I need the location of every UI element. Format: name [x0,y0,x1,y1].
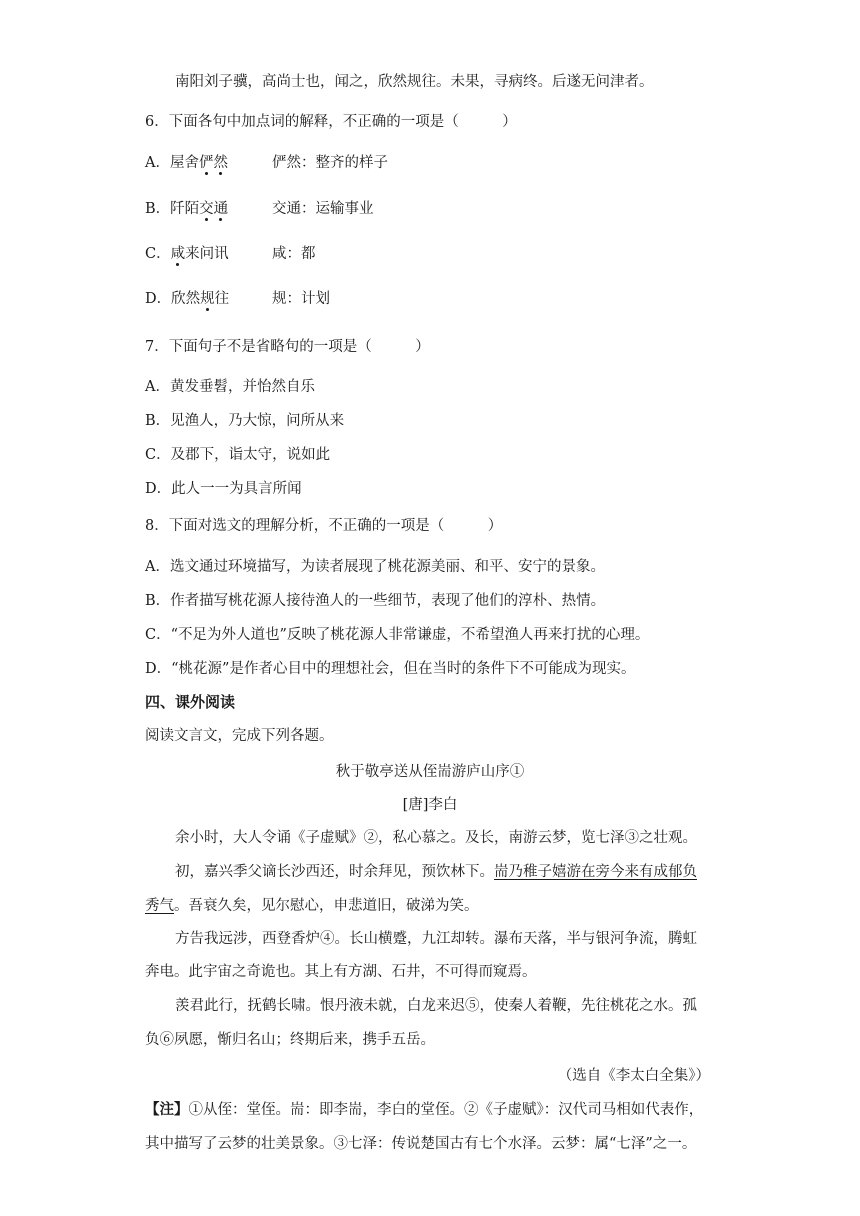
question-6-gloss-d: 规：计划 [272,291,330,307]
underlined-sentence: 秀气 [145,898,174,914]
question-7-option-b: B．见渔人，乃大惊，问所从来 [145,413,345,429]
reading-paragraph-3-line-1: 方告我远涉，西登香炉④。长山横蹙，九江却转。瀑布天落，半与银河争流，腾虹 [175,931,697,947]
question-6-stem: 6．下面各句中加点词的解释，不正确的一项是（ ） [145,114,517,130]
note-line-2: 其中描写了云梦的壮美景象。③七泽：传说楚国古有七个水泽。云梦：属“七泽”之一。 [145,1136,697,1152]
question-6-gloss-c: 咸：都 [272,246,316,262]
paragraph-text: 初，嘉兴季父谪长沙西还，时余拜见，预饮林下。 [175,864,494,880]
question-7-stem: 7．下面句子不是省略句的一项是（ ） [145,339,430,355]
reading-paragraph-2-line-2 [145,896,479,916]
question-7-option-a: A．黄发垂髫，并怡然自乐 [145,379,315,395]
reading-author: [唐]李白 [402,797,458,813]
question-7-option-c: C．及郡下，诣太守，说如此 [145,447,331,463]
option-text-post: 往 [214,291,230,307]
reading-source: （选自《李太白全集》） [557,1068,710,1084]
option-letter: A． [145,155,170,171]
reading-title: 秋于敬亭送从侄耑游庐山序① [335,764,525,780]
dotted-char: 通 [213,201,229,217]
option-text-pre: 欣然 [171,291,201,307]
question-8-option-d: D．“桃花源”是作者心目中的理想社会，但在当时的条件下不可能成为现实。 [145,661,636,677]
dotted-char: 咸 [170,246,186,262]
dotted-char: 交 [199,201,214,217]
question-8-option-b: B．作者描写桃花源人接待渔人的一些细节，表现了他们的淳朴、热情。 [145,593,606,609]
section-instruction: 阅读文言文，完成下列各题。 [145,728,334,744]
question-6-option-b [145,199,228,219]
question-6-gloss-a: 俨然：整齐的样子 [272,155,388,171]
reading-paragraph-1: 余小时，大人令诵《子虚赋》②，私心慕之。及长，南游云梦，览七泽③之壮观。 [175,830,697,846]
reading-paragraph-4-line-1: 羡君此行，抚鹤长啸。恨丹液未就，白龙来迟⑤，使秦人着鞭，先往桃花之水。孤 [175,998,697,1014]
underlined-sentence: 耑乃稚子嬉游在旁今来有成郁负 [494,864,697,880]
option-text-post: 来问讯 [185,246,229,262]
question-6-option-a [145,153,228,173]
note-line-1 [145,1100,703,1120]
reading-paragraph-2-line-1 [175,862,697,882]
question-8-stem: 8．下面对选文的理解分析，不正确的一项是（ ） [145,518,503,534]
dotted-char: 规 [200,291,215,307]
dotted-char: 然 [213,155,228,171]
question-6-option-d [145,289,229,309]
paragraph-text: 。吾衰久矣，见尔慰心，申悲道旧，破涕为笑。 [174,898,479,914]
option-text-pre: 阡陌 [170,201,200,217]
question-8-option-a: A．选文通过环境描写，为读者展现了桃花源美丽、和平、安宁的景象。 [145,559,605,575]
option-text-pre: 屋舍 [169,155,199,171]
note-label: 【注】 [145,1101,189,1118]
reading-paragraph-4-line-2: 负⑥夙愿，惭归名山；终期后来，携手五岳。 [145,1032,435,1048]
section-heading: 四、课外阅读 [145,693,236,711]
question-8-option-c: C．“不足为外人道也”反映了桃花源人非常谦虚，不希望渔人再来打扰的心理。 [145,627,650,643]
reading-paragraph-3-line-2: 奔电。此宇宙之奇诡也。其上有方湖、石井，不可得而窥焉。 [145,964,537,980]
option-letter: C． [145,246,171,262]
question-6-gloss-b: 交通：运输事业 [272,201,374,217]
dotted-char: 俨 [198,155,214,171]
passage-tail: 南阳刘子骥，高尚士也，闻之，欣然规往。未果，寻病终。后遂无问津者。 [175,74,654,90]
question-7-option-d: D．此人一一为具言所闻 [145,481,302,497]
question-6-option-c [145,244,229,264]
note-text: ①从侄：堂侄。耑：即李耑，李白的堂侄。②《子虚赋》：汉代司马相如代表作， [188,1102,704,1118]
option-letter: B． [145,201,171,217]
option-letter: D． [145,291,172,307]
